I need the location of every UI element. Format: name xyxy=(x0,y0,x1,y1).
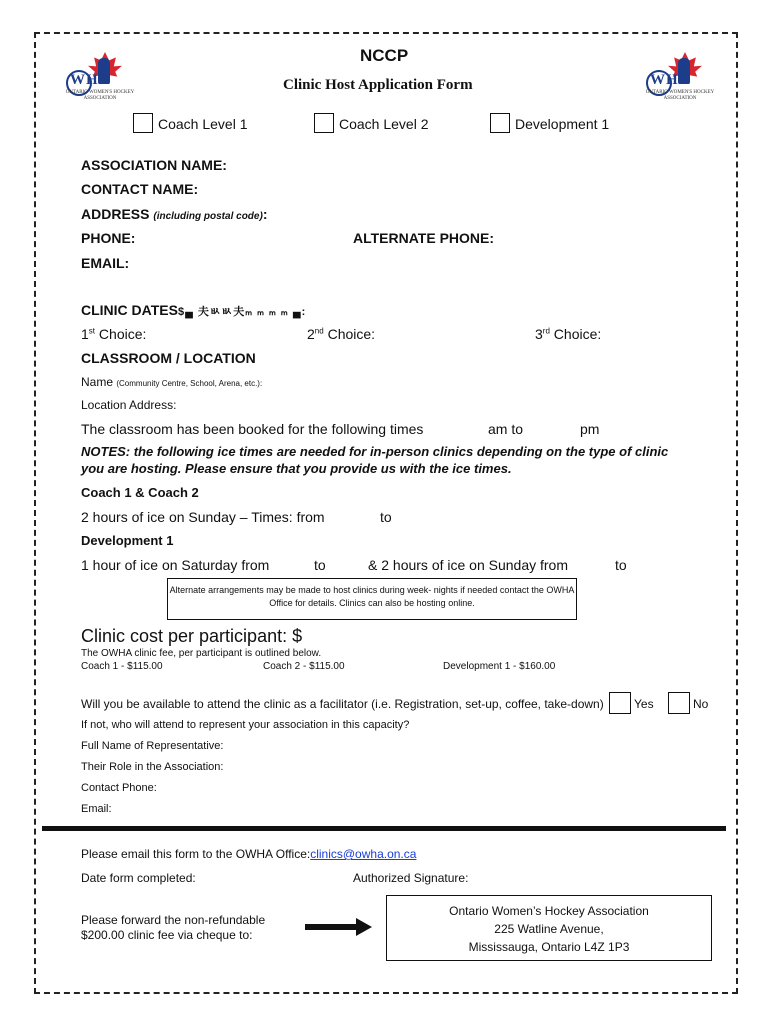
fee-note: The OWHA clinic fee, per participant is outlined below. xyxy=(81,648,322,659)
facilitator-no-label: No xyxy=(693,697,709,711)
forward-fee-line1: Please forward the non-refundable xyxy=(81,913,266,927)
association-name-label: ASSOCIATION NAME: xyxy=(81,157,227,173)
address-label xyxy=(81,206,267,222)
address-colon: : xyxy=(262,206,268,222)
dev-ice-to2: to xyxy=(615,557,627,573)
logo-subtext: ONTARIO WOMEN'S HOCKEY ASSOCIATION xyxy=(65,90,135,101)
booked-text: The classroom has been booked for the following times xyxy=(81,421,424,437)
phone-label: PHONE: xyxy=(81,230,136,246)
email-instruction xyxy=(81,847,416,861)
am-to-label: am to xyxy=(488,421,524,437)
address-line-3: Mississauga, Ontario L4Z 1P3 xyxy=(468,940,630,954)
facilitator-no-checkbox[interactable] xyxy=(668,692,690,714)
alternate-arrangements-note: Alternate arrangements may be made to host clinics during week- nights if needed contact the OWHA Office for details. Clinics can also be hosting online. xyxy=(167,578,577,620)
clinic-dates-garbled: $▄ 夫ㅄㅄ夫ₘ ₘ ₘ ₘ ▄: xyxy=(177,306,307,318)
development-1-fee: Development 1 - $160.00 xyxy=(443,661,556,672)
dev-ice-heading: Development 1 xyxy=(81,533,174,548)
form-subtitle: Clinic Host Application Form xyxy=(283,77,473,93)
coach-1-fee: Coach 1 - $115.00 xyxy=(81,661,163,672)
clinic-cost-heading: Clinic cost per participant: $ xyxy=(81,626,303,646)
coach-level-2-checkbox[interactable] xyxy=(314,113,334,133)
rep-phone-label: Contact Phone: xyxy=(81,782,157,794)
facilitator-yes-checkbox[interactable] xyxy=(609,692,631,714)
contact-name-label: CONTACT NAME: xyxy=(81,181,199,197)
location-heading: CLASSROOM / LOCATION xyxy=(81,350,256,366)
development-1-label: Development 1 xyxy=(515,116,610,132)
coach-ice-heading: Coach 1 & Coach 2 xyxy=(81,485,199,500)
logo-subtext: ONTARIO WOMEN'S HOCKEY ASSOCIATION xyxy=(645,90,715,101)
logo-text: WHA xyxy=(650,72,691,88)
coach-2-fee: Coach 2 - $115.00 xyxy=(263,661,345,672)
email-label: EMAIL: xyxy=(81,255,130,271)
date-completed-label: Date form completed: xyxy=(81,871,196,885)
if-not-text: If not, who will attend to represent your association in this capacity? xyxy=(81,719,410,731)
ice-time-notes: NOTES: the following ice times are needed for in-person clinics depending on the type of clinic you are hosting. Please ensure that you provide us with the ice times. xyxy=(81,444,669,476)
alternate-phone-label: ALTERNATE PHONE: xyxy=(353,230,495,246)
mailing-address-box xyxy=(386,895,712,961)
coach-level-1-label: Coach Level 1 xyxy=(158,116,248,132)
dev-ice-line2: & 2 hours of ice on Sunday from xyxy=(368,557,568,573)
arrow-head-icon xyxy=(356,918,372,936)
owha-logo-left xyxy=(60,48,140,106)
authorized-signature-label: Authorized Signature: xyxy=(353,871,469,885)
section-divider xyxy=(42,826,726,831)
address-label-text: ADDRESS xyxy=(81,206,150,222)
location-name-hint: (Community Centre, School, Arena, etc.): xyxy=(116,379,263,388)
coach-level-1-checkbox[interactable] xyxy=(133,113,153,133)
owha-logo-right xyxy=(640,48,720,106)
address-note: (including postal code) xyxy=(153,211,263,222)
first-choice-label: 1st Choice: xyxy=(81,326,147,342)
arrow-right-icon xyxy=(305,924,357,930)
address-line-1: Ontario Women’s Hockey Association xyxy=(449,904,649,918)
page-title: NCCP xyxy=(360,46,409,65)
forward-fee-line2: $200.00 clinic fee via cheque to: xyxy=(81,928,253,942)
email-instruction-text: Please email this form to the OWHA Office: xyxy=(81,847,311,861)
clinic-dates-heading xyxy=(81,302,306,319)
facilitator-question: Will you be available to attend the clinic as a facilitator (i.e. Registration, set-up, coffee, take-down) xyxy=(81,697,604,711)
rep-role-label: Their Role in the Association: xyxy=(81,761,224,773)
second-choice-label: 2nd Choice: xyxy=(307,326,376,342)
clinics-email-link[interactable]: clinics@owha.on.ca xyxy=(310,847,417,861)
development-1-checkbox[interactable] xyxy=(490,113,510,133)
rep-full-name-label: Full Name of Representative: xyxy=(81,740,224,752)
facilitator-yes-label: Yes xyxy=(634,697,654,711)
clinic-dates-text: CLINIC DATES xyxy=(81,302,178,318)
location-name-text: Name xyxy=(81,375,114,389)
location-address-label: Location Address: xyxy=(81,398,177,412)
pm-label: pm xyxy=(580,421,600,437)
rep-email-label: Email: xyxy=(81,803,112,815)
third-choice-label: 3rd Choice: xyxy=(535,326,602,342)
location-name-label xyxy=(81,375,262,389)
coach-ice-line: 2 hours of ice on Sunday – Times: from xyxy=(81,509,325,525)
coach-ice-to: to xyxy=(380,509,392,525)
dev-ice-to1: to xyxy=(314,557,326,573)
address-line-2: 225 Watline Avenue, xyxy=(494,922,604,936)
coach-level-2-label: Coach Level 2 xyxy=(339,116,429,132)
dev-ice-line1: 1 hour of ice on Saturday from xyxy=(81,557,270,573)
logo-text: WHA xyxy=(70,72,111,88)
